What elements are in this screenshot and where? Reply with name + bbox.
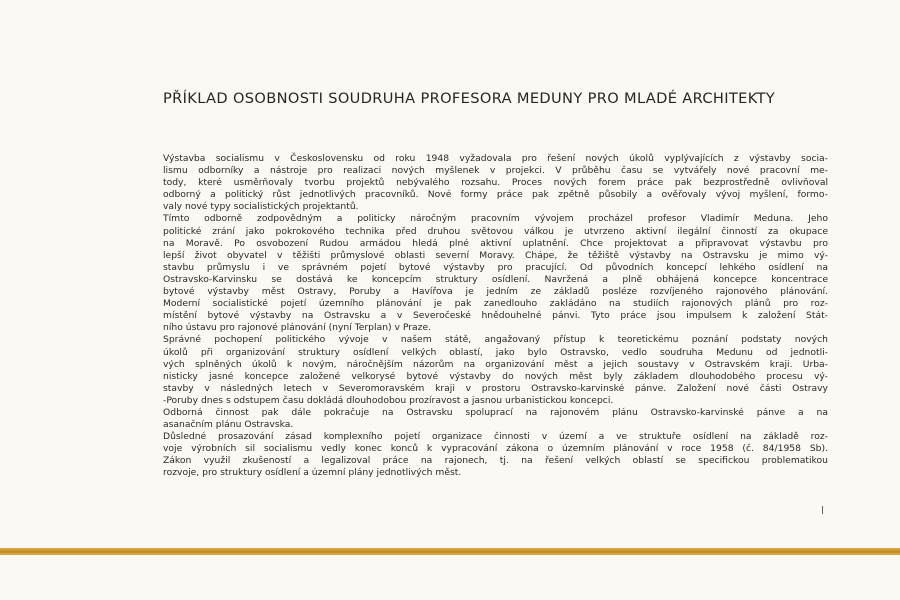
- text-line: bytové výstavby měst Ostravy, Poruby a Havířova je jedním ze základů posléze rozvíjeného rajonového plánování.: [163, 286, 828, 298]
- text-line: stavby v následných letech v Severomoravském kraji v prostoru Ostravsko-karvinské pánve. Založení nové části Ostravy: [163, 382, 828, 394]
- text-line: ního ústavu pro rajonové plánování (nyní Terplan) v Praze.: [163, 322, 432, 334]
- text-line: odborný a politický růst jednotlivých pracovníků. Nové formy práce pak zpětně působily a ověřovaly vývoj myšlení, formo-: [163, 189, 828, 201]
- text-line: politické zrání jako pokrokového technika před druhou světovou válkou je utvrzeno aktivní ilegální činností za okupace: [163, 225, 828, 237]
- text-line: lismu odborníky a nástroje pro realizaci nových myšlenek v projekci. V průběhu času se vytvářely nové pracovní me-: [163, 165, 828, 177]
- text-line: stavbu průmyslu i ve správném pojetí bytové výstavby pro pracující. Od původních koncepcí lehkého osídlení na: [163, 261, 828, 273]
- text-line: Moderní socialistické pojetí územního plánování je pak zanedlouho zakládáno na studiích rajonových plánů pro roz-: [163, 298, 828, 310]
- text-line: nisticky jasné koncepce založené velkorysé bytové výstavby do nových měst byly základem dlouhodobého procesu vý-: [163, 370, 828, 382]
- body-text: [163, 153, 828, 480]
- gold-rule-core: [0, 550, 900, 553]
- text-line: valy nové typy socialistických projektantů.: [163, 201, 359, 213]
- text-line: Odborná činnost pak dále pokračuje na Ostravsku spoluprací na rajonovém plánu Ostravsko-karvinské pánve a na: [163, 406, 828, 418]
- text-line: voje výrobních sil socialismu vedly konec konců k vypracování zákona o územním plánování v roce 1958 (č. 84/1958 Sb).: [163, 443, 828, 455]
- text-line: Ostravsko-Karvinsku se dostává ke koncepcím struktury osídlení. Navržená a plně obhájená koncepce koncentrace: [163, 273, 828, 285]
- text-line: místění bytové výstavby na Ostravsku a v Severočeské hnědouhelné pánvi. Tyto práce jsou impulsem k založení Stát-: [163, 310, 828, 322]
- page-title: PŘÍKLAD OSOBNOSTI SOUDRUHA PROFESORA MEDUNY PRO MLADÉ ARCHITEKTY: [163, 90, 776, 107]
- text-line: lepší život obyvatel v těžišti průmyslové oblasti severní Moravy. Chápe, že těžiště výstavby na Ostravsku je mimo vý-: [163, 249, 828, 261]
- text-line: -Poruby dnes s odstupem času dokládá dlouhodobou prozíravost a jasnou urbanistickou koncepci.: [163, 394, 614, 406]
- text-line: rozvoje, pro struktury osídlení a územní plány jednotlivých měst.: [163, 467, 462, 479]
- text-line: Důsledné prosazování zásad komplexního pojetí organizace činnosti v území a ve struktuře osídlení na základě roz-: [163, 431, 828, 443]
- text-line: úkolů při organizování struktury osídlení velkých oblastí, jako bylo Ostravsko, vedlo soudruha Medunu od jednotli-: [163, 346, 828, 358]
- text-line: Tímto odborně zodpovědným a politicky náročným pracovním vývojem procházel profesor Vladimír Meduna. Jeho: [163, 213, 828, 225]
- text-line: asanačním plánu Ostravska.: [163, 419, 294, 431]
- margin-mark: [822, 506, 823, 514]
- text-line: Zákon využil zkušeností a legalizoval práce na rajonech, tj. na řešení velkých oblastí se specifickou problematikou: [163, 455, 828, 467]
- text-line: tody, které usměrňovaly tvorbu projektů nebývalého rozsahu. Proces nových forem práce pak bezprostředně ovlivňoval: [163, 177, 828, 189]
- text-line: Správné pochopení politického vývoje v našem státě, angažovaný přístup k teoretickému poznání podstaty nových: [163, 334, 828, 346]
- text-line: na Moravě. Po osvobození Rudou armádou hledá plné aktivní uplatnění. Chce projektovat a připravovat výstavbu pro: [163, 237, 828, 249]
- text-line: Výstavba socialismu v Československu od roku 1948 vyžadovala pro řešení nových úkolů vyplývajících z výstavby socia-: [163, 153, 828, 164]
- text-line: vých splněných úkolů k novým, náročnějším názorům na organizování měst a jejich soustavy v Ostravském kraji. Urba-: [163, 358, 828, 370]
